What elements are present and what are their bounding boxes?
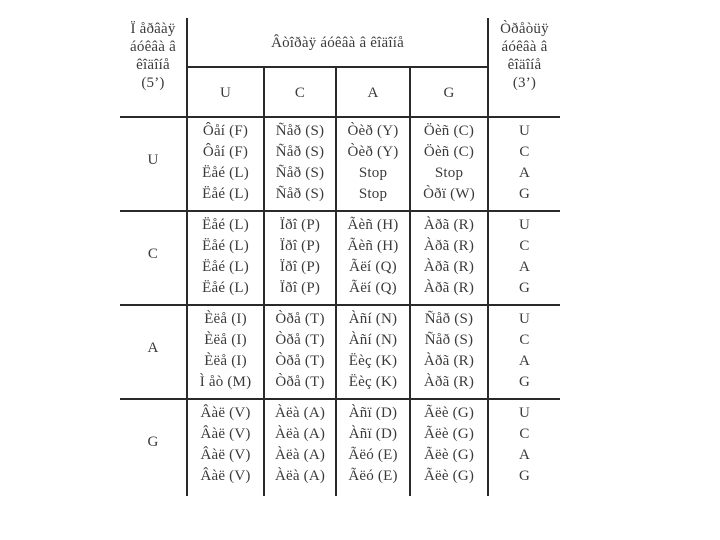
amino-acid-cell: Àðã (R) <box>423 217 475 233</box>
third-base-label: A <box>518 259 531 275</box>
header-divider <box>186 66 488 68</box>
amino-acid-cell: Àñï (D) <box>348 405 398 421</box>
amino-acid-cell: Ãèñ (H) <box>347 217 399 233</box>
amino-acid-cell: Ëåé (L) <box>202 238 249 254</box>
third-base-label: G <box>518 186 531 202</box>
amino-acid-cell: Ñåð (S) <box>275 186 325 202</box>
amino-acid-cell: Ëåé (L) <box>202 259 249 275</box>
amino-acid-cell: Òðå (T) <box>275 311 325 327</box>
amino-acid-cell: Ïðî (P) <box>279 259 321 275</box>
amino-acid-cell: Àðã (R) <box>423 280 475 296</box>
amino-acid-cell: Ñåð (S) <box>424 311 474 327</box>
amino-acid-cell: Àðã (R) <box>423 259 475 275</box>
amino-acid-cell: Àñï (D) <box>348 426 398 442</box>
amino-acid-cell: Ïðî (P) <box>279 238 321 254</box>
amino-acid-cell: Ôåí (F) <box>202 123 249 139</box>
amino-acid-cell: Òðå (T) <box>275 374 325 390</box>
amino-acid-cell: Àëà (A) <box>274 468 326 484</box>
first-base-label: G <box>147 434 159 450</box>
amino-acid-cell: Ãëè (G) <box>423 447 475 463</box>
column-header: A <box>367 85 379 101</box>
amino-acid-cell: Ãëí (Q) <box>349 259 397 275</box>
amino-acid-cell: Èëå (I) <box>204 353 247 369</box>
header-line: êîäîíå <box>136 57 170 73</box>
amino-acid-cell: Èëå (I) <box>204 311 247 327</box>
header-line: Òðåòüÿ <box>500 21 549 37</box>
amino-acid-cell: Òðï (W) <box>423 186 475 202</box>
third-position-header <box>489 20 560 92</box>
third-base-label: A <box>518 165 531 181</box>
amino-acid-cell: Àñí (N) <box>348 311 398 327</box>
header-line: (3’) <box>512 75 537 91</box>
third-base-label: U <box>518 405 531 421</box>
amino-acid-cell: Èëå (I) <box>204 332 247 348</box>
third-base-label: G <box>518 374 531 390</box>
third-base-label: C <box>519 332 530 348</box>
third-base-label: C <box>519 144 530 160</box>
amino-acid-cell: Ñåð (S) <box>424 332 474 348</box>
amino-acid-cell: Òðå (T) <box>275 353 325 369</box>
amino-acid-cell: Ì åò (M) <box>199 374 252 390</box>
amino-acid-cell: Ïðî (P) <box>279 217 321 233</box>
amino-acid-cell: Ñåð (S) <box>275 165 325 181</box>
amino-acid-cell: Âàë (V) <box>200 405 251 421</box>
third-base-label: U <box>518 123 531 139</box>
amino-acid-cell: Ëåé (L) <box>202 280 249 296</box>
amino-acid-cell: Ãëí (Q) <box>349 280 397 296</box>
amino-acid-cell: Ëèç (K) <box>348 353 398 369</box>
amino-acid-cell: Ñåð (S) <box>275 123 325 139</box>
amino-acid-cell: Àëà (A) <box>274 405 326 421</box>
amino-acid-cell: Ãèñ (H) <box>347 238 399 254</box>
amino-acid-cell: Ëåé (L) <box>202 165 249 181</box>
amino-acid-cell: Àñí (N) <box>348 332 398 348</box>
amino-acid-cell: Ëåé (L) <box>202 217 249 233</box>
first-base-label: U <box>147 152 159 168</box>
amino-acid-cell: Ãëó (E) <box>348 447 398 463</box>
amino-acid-cell: Ôåí (F) <box>202 144 249 160</box>
amino-acid-cell: Àëà (A) <box>274 426 326 442</box>
amino-acid-cell: Ëèç (K) <box>348 374 398 390</box>
header-line: (5’) <box>141 75 165 91</box>
amino-acid-cell: Âàë (V) <box>200 426 251 442</box>
column-header: U <box>219 85 232 101</box>
amino-acid-cell: Öèñ (C) <box>423 144 475 160</box>
header-line: áóêâà â <box>501 39 548 55</box>
amino-acid-cell: Ãëó (E) <box>348 468 398 484</box>
amino-acid-cell: Âàë (V) <box>200 468 251 484</box>
amino-acid-cell: Òðå (T) <box>275 332 325 348</box>
header-line: Ï åðâàÿ <box>130 21 176 37</box>
amino-acid-cell: Öèñ (C) <box>423 123 475 139</box>
first-base-label: A <box>147 340 159 356</box>
amino-acid-cell: Stop <box>358 165 388 181</box>
amino-acid-cell: Ãëè (G) <box>423 405 475 421</box>
third-base-label: G <box>518 280 531 296</box>
first-base-label: C <box>147 246 159 262</box>
amino-acid-cell: Ëåé (L) <box>202 186 249 202</box>
amino-acid-cell: Òèð (Y) <box>347 123 399 139</box>
amino-acid-cell: Òèð (Y) <box>347 144 399 160</box>
amino-acid-cell: Stop <box>358 186 388 202</box>
header-line: áóêâà â <box>130 39 176 55</box>
third-base-label: C <box>519 238 530 254</box>
third-base-label: G <box>518 468 531 484</box>
amino-acid-cell: Stop <box>434 165 464 181</box>
amino-acid-cell: Àëà (A) <box>274 447 326 463</box>
amino-acid-cell: Ãëè (G) <box>423 468 475 484</box>
amino-acid-cell: Ïðî (P) <box>279 280 321 296</box>
third-base-label: A <box>518 447 531 463</box>
header-line: êîäîíå <box>507 57 542 73</box>
amino-acid-cell: Ãëè (G) <box>423 426 475 442</box>
first-position-header <box>120 20 186 92</box>
third-base-label: U <box>518 311 531 327</box>
third-base-label: C <box>519 426 530 442</box>
second-position-header: Âòîðàÿ áóêâà â êîäîíå <box>271 35 404 51</box>
amino-acid-cell: Ñåð (S) <box>275 144 325 160</box>
amino-acid-cell: Àðã (R) <box>423 353 475 369</box>
amino-acid-cell: Âàë (V) <box>200 447 251 463</box>
amino-acid-cell: Àðã (R) <box>423 238 475 254</box>
column-header: G <box>443 85 455 101</box>
third-base-label: A <box>518 353 531 369</box>
codon-table <box>120 18 560 496</box>
amino-acid-cell: Àðã (R) <box>423 374 475 390</box>
column-header: C <box>294 85 306 101</box>
third-base-label: U <box>518 217 531 233</box>
